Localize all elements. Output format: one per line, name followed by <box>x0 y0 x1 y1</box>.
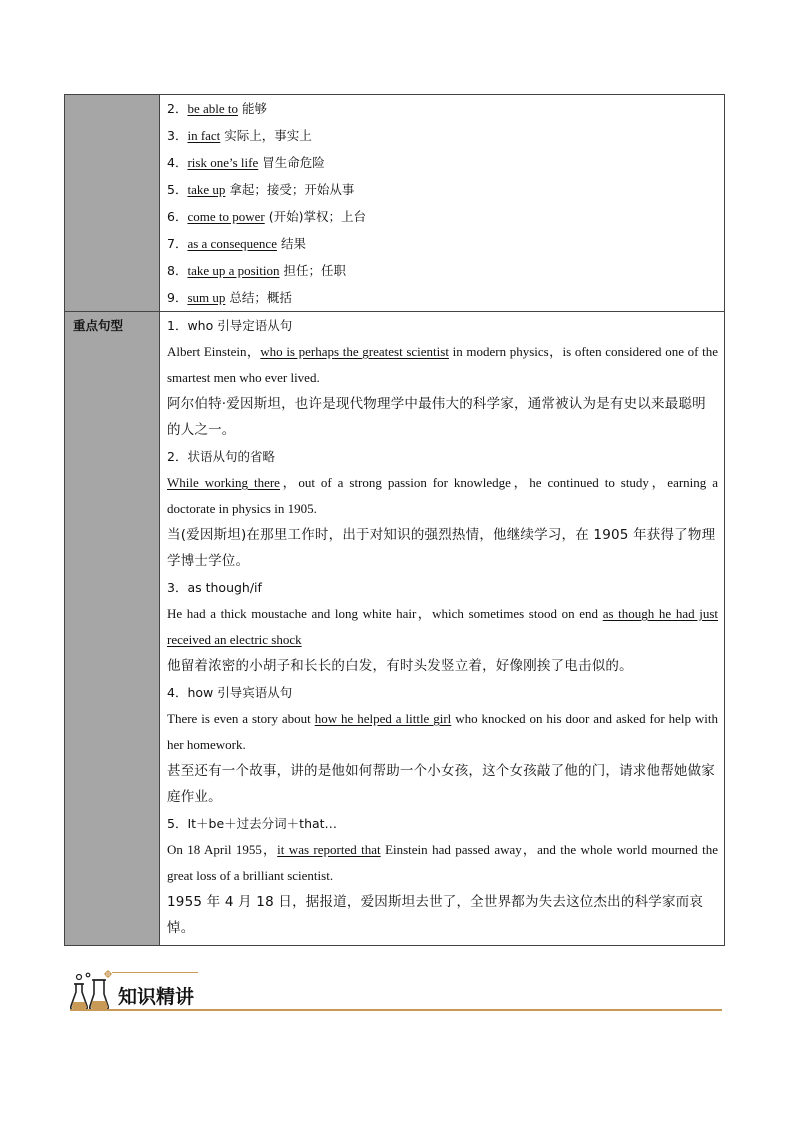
sentence-text: Albert Einstein， <box>167 344 261 359</box>
vocab-meaning: (开始)掌权；上台 <box>268 209 366 224</box>
header-top-rule <box>112 972 198 973</box>
vocab-list <box>167 95 718 311</box>
sentence-english <box>167 339 718 391</box>
study-table <box>64 94 725 946</box>
vocab-number: 2． <box>167 101 188 116</box>
sentence-text: in modern physics，is often considered one of the smartest men who ever lived. <box>167 344 718 385</box>
vocab-phrase: risk one’s life <box>187 155 259 170</box>
vocab-meaning: 结果 <box>280 236 306 251</box>
sentence-chinese: 1955 年 4 月 18 日，据报道，爱因斯坦去世了，全世界都为失去这位杰出的科学家而哀悼。 <box>167 894 704 936</box>
vocab-item <box>167 257 718 284</box>
vocab-phrase: be able to <box>187 101 238 116</box>
section-header <box>70 968 722 1012</box>
sentence-heading: 2．状语从句的省略 <box>167 449 275 464</box>
sentence-heading: 5．It＋be＋过去分词＋that… <box>167 816 338 831</box>
sentence-key-phrase: who is perhaps the greatest scientist <box>260 344 449 359</box>
vocab-phrase: sum up <box>187 290 226 305</box>
sentence-list <box>167 312 718 945</box>
vocab-label-cell <box>65 95 160 312</box>
vocab-number: 4． <box>167 155 188 170</box>
vocab-meaning: 能够 <box>241 101 267 116</box>
sentence-text: ，out of a strong passion for knowledge，he continued to study，earning a doctorate in physics in 1905. <box>167 475 719 516</box>
vocab-number: 9． <box>167 290 188 305</box>
sentence-english <box>167 470 718 522</box>
vocab-meaning: 拿起；接受；开始从事 <box>229 182 355 197</box>
vocab-phrase: as a consequence <box>187 236 277 251</box>
sentence-english <box>167 837 718 889</box>
sentence-chinese: 他留着浓密的小胡子和长长的白发，有时头发竖立着，好像刚挨了电击似的。 <box>167 658 633 674</box>
sentence-chinese: 当(爱因斯坦)在那里工作时，出于对知识的强烈热情，他继续学习，在 1905 年获得了物理学博士学位。 <box>167 527 716 569</box>
header-bottom-rule <box>70 1009 722 1011</box>
vocab-item <box>167 203 718 230</box>
vocab-number: 8． <box>167 263 188 278</box>
vocab-meaning: 冒生命危险 <box>262 155 325 170</box>
lab-flask-icon <box>70 970 114 1012</box>
vocab-meaning: 担任；任职 <box>283 263 347 278</box>
sentence-chinese: 甚至还有一个故事，讲的是他如何帮助一个小女孩，这个女孩敲了他的门，请求他帮她做家庭作业。 <box>167 763 715 805</box>
vocab-phrase: come to power <box>187 209 265 224</box>
sentence-key-phrase: as though he had just received an electric shock <box>167 606 719 647</box>
sentence-text: who knocked on his door and asked for help with her homework. <box>167 711 718 752</box>
sentence-key-phrase: how he helped a little girl <box>314 711 452 726</box>
vocab-phrase: in fact <box>187 128 221 143</box>
vocab-item <box>167 149 718 176</box>
vocab-meaning: 总结；概括 <box>229 290 292 305</box>
vocab-number: 3． <box>167 128 188 143</box>
sentence-key-phrase: While working there <box>167 475 280 490</box>
vocab-cell <box>160 95 725 312</box>
vocab-item <box>167 284 718 311</box>
sentences-label: 重点句型 <box>65 312 160 946</box>
sentence-heading: 1．who 引导定语从句 <box>167 318 293 333</box>
section-title: 知识精讲 <box>118 986 195 1008</box>
sentence-text: On 18 April 1955， <box>167 842 278 857</box>
vocab-phrase: take up <box>187 182 226 197</box>
sentences-cell <box>160 312 725 946</box>
vocab-row <box>65 95 725 312</box>
vocab-number: 6． <box>167 209 188 224</box>
sentence-text: Einstein had passed away，and the whole world mourned the great loss of a brilliant scientist. <box>167 842 718 883</box>
vocab-item <box>167 176 718 203</box>
sentence-heading: 4．how 引导宾语从句 <box>167 685 293 700</box>
vocab-number: 5． <box>167 182 188 197</box>
sentence-english <box>167 601 718 653</box>
vocab-phrase: take up a position <box>187 263 280 278</box>
vocab-item <box>167 95 718 122</box>
vocab-meaning: 实际上，事实上 <box>224 128 312 143</box>
sentence-key-phrase: it was reported that <box>277 842 381 857</box>
sentence-english <box>167 706 718 758</box>
sentence-text: There is even a story about <box>167 711 315 726</box>
sentence-chinese: 阿尔伯特·爱因斯坦，也许是现代物理学中最伟大的科学家，通常被认为是有史以来最聪明的人之一。 <box>167 396 706 438</box>
sentence-heading: 3．as though/if <box>167 580 262 595</box>
sentence-text: He had a thick moustache and long white hair，which sometimes stood on end <box>167 606 603 621</box>
vocab-item <box>167 122 718 149</box>
vocab-number: 7． <box>167 236 188 251</box>
vocab-item <box>167 230 718 257</box>
sentences-row <box>65 312 725 946</box>
